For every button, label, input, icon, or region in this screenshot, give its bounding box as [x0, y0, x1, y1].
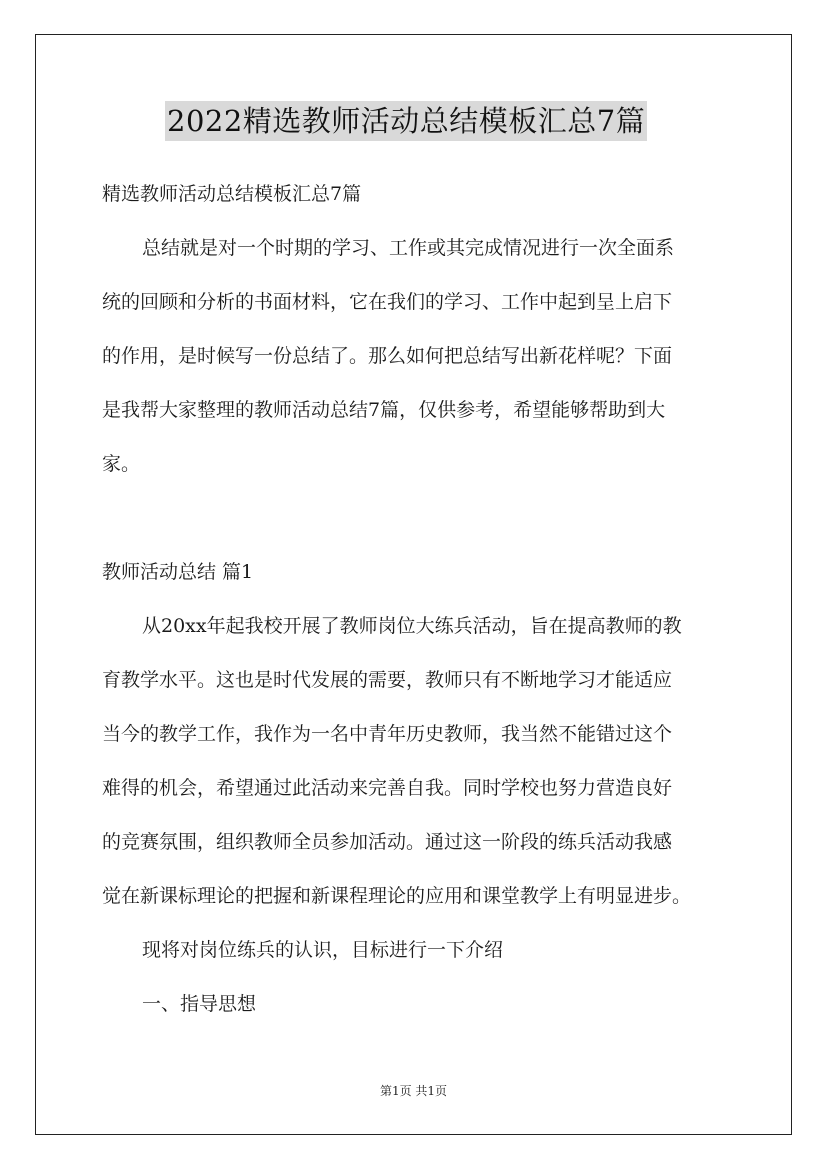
- document-title: 2022精选教师活动总结模板汇总7篇: [165, 101, 647, 141]
- intro-line: 总结就是对一个时期的学习、工作或其完成情况进行一次全面系: [142, 237, 675, 259]
- closing-paragraph: 现将对岗位练兵的认识，目标进行一下介绍: [142, 939, 504, 961]
- document-subtitle: 精选教师活动总结模板汇总7篇: [102, 183, 362, 205]
- intro-line: 家。: [102, 453, 141, 475]
- intro-line: 的作用，是时候写一份总结了。那么如何把总结写出新花样呢？下面: [102, 345, 673, 367]
- section-line: 难得的机会，希望通过此活动来完善自我。同时学校也努力营造良好: [102, 777, 673, 799]
- section-line: 觉在新课标理论的把握和新课程理论的应用和课堂教学上有明显进步。: [102, 885, 692, 907]
- subheading: 一、指导思想: [142, 993, 257, 1015]
- section-line: 当今的教学工作，我作为一名中青年历史教师，我当然不能错过这个: [102, 723, 673, 745]
- section-heading: 教师活动总结 篇1: [102, 561, 254, 583]
- page-number: 第1页 共1页: [379, 1084, 448, 1098]
- section-line: 从20xx年起我校开展了教师岗位大练兵活动，旨在提高教师的教: [142, 615, 682, 637]
- intro-line: 是我帮大家整理的教师活动总结7篇，仅供参考，希望能够帮助到大: [102, 399, 666, 421]
- intro-line: 统的回顾和分析的书面材料，它在我们的学习、工作中起到呈上启下: [102, 291, 673, 313]
- section-line: 育教学水平。这也是时代发展的需要，教师只有不断地学习才能适应: [102, 669, 673, 691]
- section-line: 的竞赛氛围，组织教师全员参加活动。通过这一阶段的练兵活动我感: [102, 831, 673, 853]
